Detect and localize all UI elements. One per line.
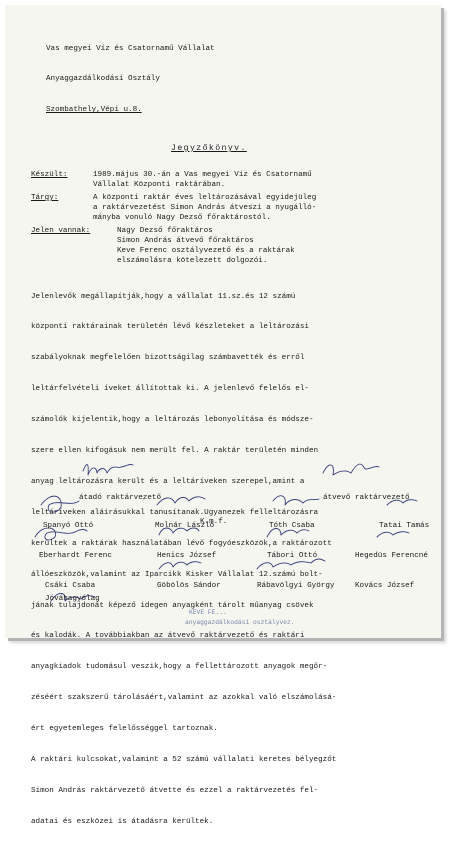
stamp-line-1: KEVE FE... — [189, 609, 227, 616]
letterhead-company: Vas megyei Víz és Csatornamű Vállalat — [46, 44, 215, 53]
jovahagyolag-label: Jóváhagyólag — [45, 595, 100, 603]
body-line: számolók kijelentik,hogy a leltározás lebonyolítása és módsze- — [31, 416, 314, 425]
body-line: leltáríveken aláírásukkal tanusítanak.Ugyanezek felleltározásra — [31, 508, 319, 517]
kmf-label: K.m.f. — [200, 518, 228, 526]
body-line: A raktári kulcsokat,valamint a 52 számú vállalati keretes bélyegzőt — [31, 755, 337, 764]
targy-line-2: a raktárvezetést Simon András átveszi a nyugálló- — [93, 204, 317, 212]
targy-line-3: mányba vonuló Nagy Dezső főraktárostól. — [93, 214, 271, 222]
jelen-line-3: Keve Ferenc osztályvezető és a raktárak — [117, 247, 295, 255]
body-line: anyagkiadok tudomásul veszik,hogy a fellettározott anyagok megőr- — [31, 663, 328, 672]
body-line: szere ellen kifogásuk nem merült fel. A raktár területén minden — [31, 447, 319, 456]
signatory-name: Hegedüs Ferencné — [355, 552, 428, 560]
body-line: anyag leltározásra került és a leltáríveken szerepel,amint a — [31, 477, 305, 486]
targy-label: Tárgy: — [31, 194, 59, 202]
jelen-label: Jelen vannak: — [31, 227, 91, 235]
body-line: Jelenlevők megállapítják,hogy a vállalat 11.sz.és 12 számú — [31, 292, 296, 301]
signatory-name: Tóth Csaba — [269, 522, 315, 530]
body-line: kerültek a raktárak használatában lévő fogyóeszközök,a raktározott — [31, 539, 332, 548]
signatory-name: Göbölös Sándor — [157, 582, 221, 590]
letterhead-address: Szombathely,Vépi u.8. — [46, 106, 142, 115]
targy-line-1: A központi raktár éves leltározásával egyidejüleg — [93, 194, 317, 202]
signatory-name: Spanyó Ottó — [43, 522, 94, 530]
signatory-name: Kovács József — [355, 582, 415, 590]
body-line: ért egyetemleges felelősséggel tartoznak. — [31, 725, 218, 734]
body-line: és kalodák. A továbbiakban az átvevő raktárvezető és raktári — [31, 632, 305, 641]
signatory-name: Molnár László — [155, 522, 215, 530]
signatory-name: Eberhardt Ferenc — [39, 552, 112, 560]
body-line: adatai és eszközei is átadásra kerültek. — [31, 817, 214, 826]
body-line: Simon András raktárvezető átvette és ezzel a raktárvezetés fel- — [31, 786, 319, 795]
keszult-label: Készült: — [31, 171, 68, 179]
keszult-line-2: Vállalat Központi raktárában. — [93, 181, 226, 189]
stamp-line-2: anyaggazdálkodási osztályvez. — [185, 619, 295, 626]
document-title: Jegyzőkönyv. — [171, 144, 247, 153]
official-stamp — [185, 607, 295, 631]
body-line: állóeszközök,valamint az Iparcikk Kisker Vállalat 12.számú bolt- — [31, 570, 323, 579]
signatory-name: Henics József — [157, 552, 217, 560]
signatures-ink — [5, 5, 441, 638]
signatory-name: Rábavölgyi György — [257, 582, 335, 590]
keszult-line-1: 1989.május 30.-án a Vas megyei Víz és Csatornamű — [93, 171, 312, 179]
jelen-line-1: Nagy Dezső főraktáros — [117, 227, 213, 235]
atvevo-caption: átvevő raktárvezető — [323, 494, 410, 502]
signatory-name: Tábori Ottó — [267, 552, 318, 560]
jelen-line-2: Simon András átvevő főraktáros — [117, 237, 254, 245]
signatory-name: Tatai Tamás — [379, 522, 430, 530]
body-line: zéséért szakszerű tárolásáért,valamint az azokkal való elszámolásá- — [31, 694, 337, 703]
body-line: jának tulajdonát képező idegen anyagként tárolt műanyag csövek — [31, 601, 314, 610]
body-line: szabályoknak megfelelően bizottságilag számbavették és erről — [31, 354, 305, 363]
atado-caption: átadó raktárvezető — [79, 494, 162, 502]
body-line: központi raktárainak területén lévő készleteket a leltározási — [31, 323, 309, 332]
jelen-line-4: elszámolásra kötelezett dolgozói. — [117, 257, 268, 265]
signatory-name: Csáki Csaba — [45, 582, 96, 590]
letterhead-department: Anyaggazdálkodási Osztály — [46, 75, 160, 84]
body-line: leltárfelvételi íveket állítottak ki. A jelenlevő felelős el- — [31, 385, 309, 394]
document-page — [5, 5, 441, 826]
